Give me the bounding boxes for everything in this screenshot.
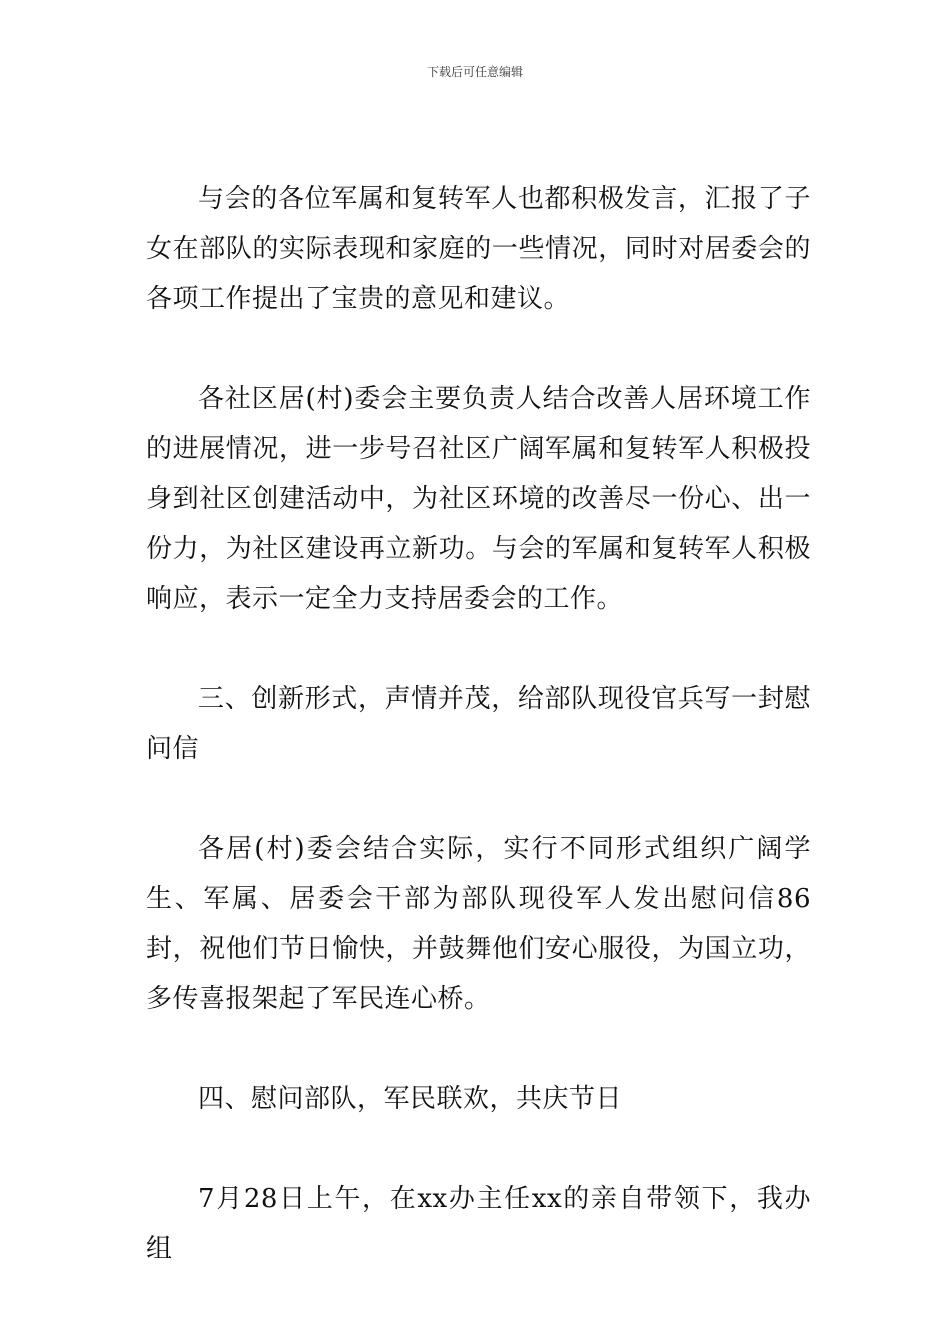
section-heading-three: 三、创新形式，声情并茂，给部队现役官兵写一封慰问信 [146, 684, 811, 764]
paragraph-gap [146, 324, 811, 374]
paragraph-july-visit: 7月28日上午，在xx办主任xx的亲自带领下，我办组 [146, 1184, 811, 1264]
paragraph-gap [146, 774, 811, 824]
paragraph-community-leaders: 各社区居(村)委会主要负责人结合改善人居环境工作的进展情况，进一步号召社区广阔军属和复转军人积极投身到社区创建活动中，为社区环境的改善尽一份心、出一份力，为社区建设再立新功。与会的军属和复转军人积极响应，表示一定全力支持居委会的工作。 [146, 384, 811, 614]
section-heading-four: 四、慰问部队，军民联欢，共庆节日 [198, 1084, 623, 1114]
document-body [146, 174, 811, 1274]
paragraph-gap [146, 1024, 811, 1074]
paragraph-gap [146, 624, 811, 674]
paragraph-gap [146, 1124, 811, 1174]
paragraph-letters: 各居(村)委会结合实际，实行不同形式组织广阔学生、军属、居委会干部为部队现役军人发出慰问信86封，祝他们节日愉快，并鼓舞他们安心服役，为国立功，多传喜报架起了军民连心桥。 [146, 834, 811, 1014]
paragraph-military-families-speech: 与会的各位军属和复转军人也都积极发言，汇报了子女在部队的实际表现和家庭的一些情况，同时对居委会的各项工作提出了宝贵的意见和建议。 [146, 184, 811, 314]
page-header: 下载后可任意编辑 [426, 65, 523, 79]
